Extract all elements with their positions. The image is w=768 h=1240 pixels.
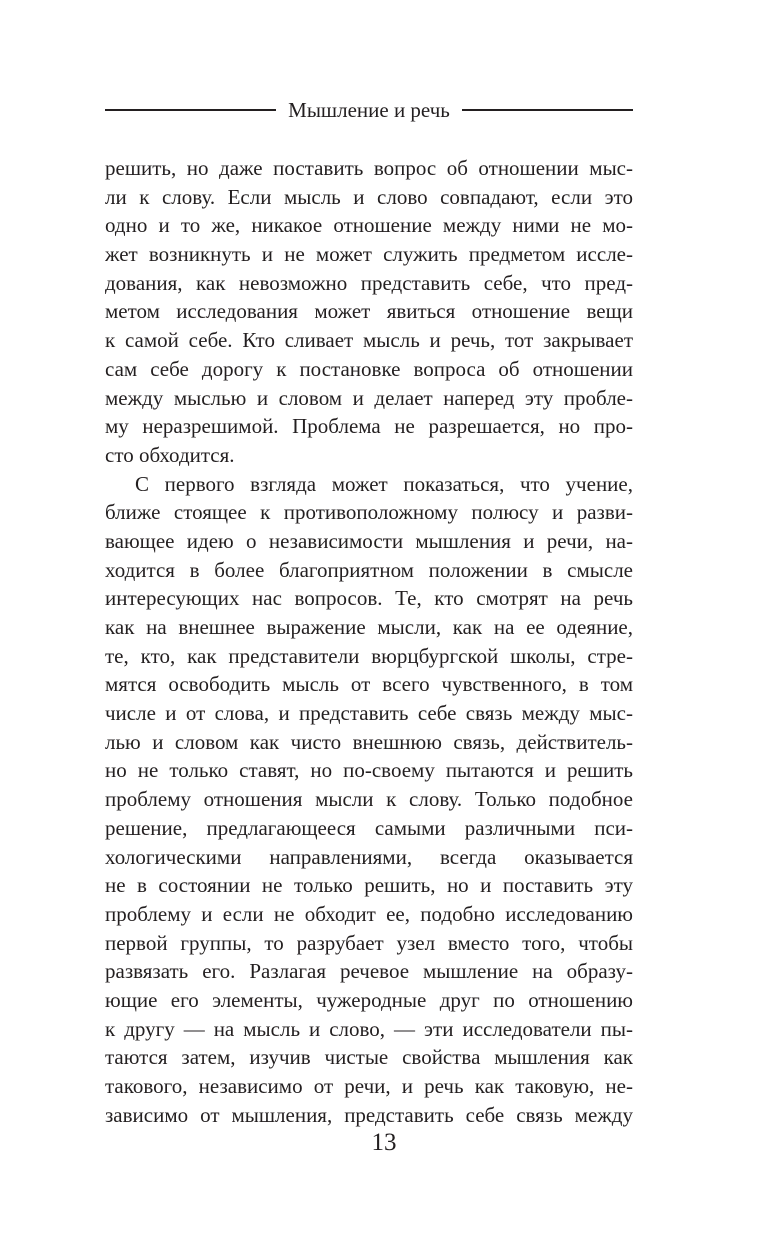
text-line: но не только ставят, но по-своему пытаются и решить [105, 758, 633, 783]
text-line: хологическими направлениями, всегда оказывается [105, 844, 633, 869]
page-number: 13 [371, 1129, 397, 1156]
text-line: зависимо от мышления, представить себе связь между [105, 1102, 633, 1127]
text-line: к самой себе. Кто сливает мысль и речь, тот закрывает [105, 328, 633, 353]
text-line: ющие его элементы, чужеродные друг по отношению [105, 987, 633, 1012]
text-line: решение, предлагающееся самыми различными пси- [105, 815, 633, 840]
text-line: между мыслью и словом и делает наперед эту пробле- [105, 385, 633, 410]
text-line: проблему отношения мысли к слову. Только подобное [105, 787, 633, 812]
text-line: проблему и если не обходит ее, подобно исследованию [105, 901, 633, 926]
text-line: таются затем, изучив чистые свойства мышления как [105, 1045, 633, 1070]
text-line: первой группы, то разрубает узел вместо того, чтобы [105, 930, 633, 955]
text-line-first: С первого взгляда может показаться, что учение, [135, 471, 633, 496]
text-line: такового, независимо от речи, и речь как таковую, не- [105, 1074, 633, 1098]
text-line-last: сто обходится. [105, 442, 235, 467]
header-rule-left [105, 109, 276, 111]
text-line: мятся освободить мысль от всего чувственного, в том [105, 672, 633, 697]
body-text [105, 154, 633, 1129]
running-title: Мышление и речь [288, 98, 450, 122]
text-line: жет возникнуть и не может служить предметом иссле- [105, 242, 633, 267]
text-line: ходится в более благоприятном положении в смысле [105, 557, 633, 582]
text-line: решить, но даже поставить вопрос об отношении мыс- [105, 156, 633, 180]
running-header [105, 95, 633, 125]
text-line: ближе стоящее к противоположному полюсу и разви- [105, 500, 633, 525]
text-line: к другу — на мысль и слово, — эти исследователи пы- [105, 1016, 633, 1041]
text-line: лью и словом как чисто внешнюю связь, действитель- [105, 729, 633, 754]
text-line: интересующих нас вопросов. Те, кто смотрят на речь [105, 586, 633, 611]
text-line: ли к слову. Если мысль и слово совпадают, если это [105, 184, 633, 209]
text-line: сам себе дорогу к постановке вопроса об отношении [105, 356, 633, 381]
text-line: му неразрешимой. Проблема не разрешается, но про- [105, 414, 633, 439]
text-line: дования, как невозможно представить себе, что пред- [105, 270, 633, 295]
text-line: те, кто, как представители вюрцбургской школы, стре- [105, 643, 633, 668]
text-line: вающее идею о независимости мышления и речи, на- [105, 528, 633, 553]
text-line: развязать его. Разлагая речевое мышление на образу- [105, 959, 633, 984]
header-rule-right [462, 109, 633, 111]
text-line: как на внешнее выражение мысли, как на ее одеяние, [105, 615, 633, 639]
text-line: метом исследования может явиться отношение вещи [105, 299, 633, 324]
text-line: числе и от слова, и представить себе связь между мыс- [105, 701, 633, 726]
paragraph-2 [105, 470, 633, 1130]
text-line: не в состоянии не только решить, но и поставить эту [105, 873, 633, 898]
text-line: одно и то же, никакое отношение между ними не мо- [105, 213, 633, 238]
paragraph-1 [105, 154, 633, 470]
